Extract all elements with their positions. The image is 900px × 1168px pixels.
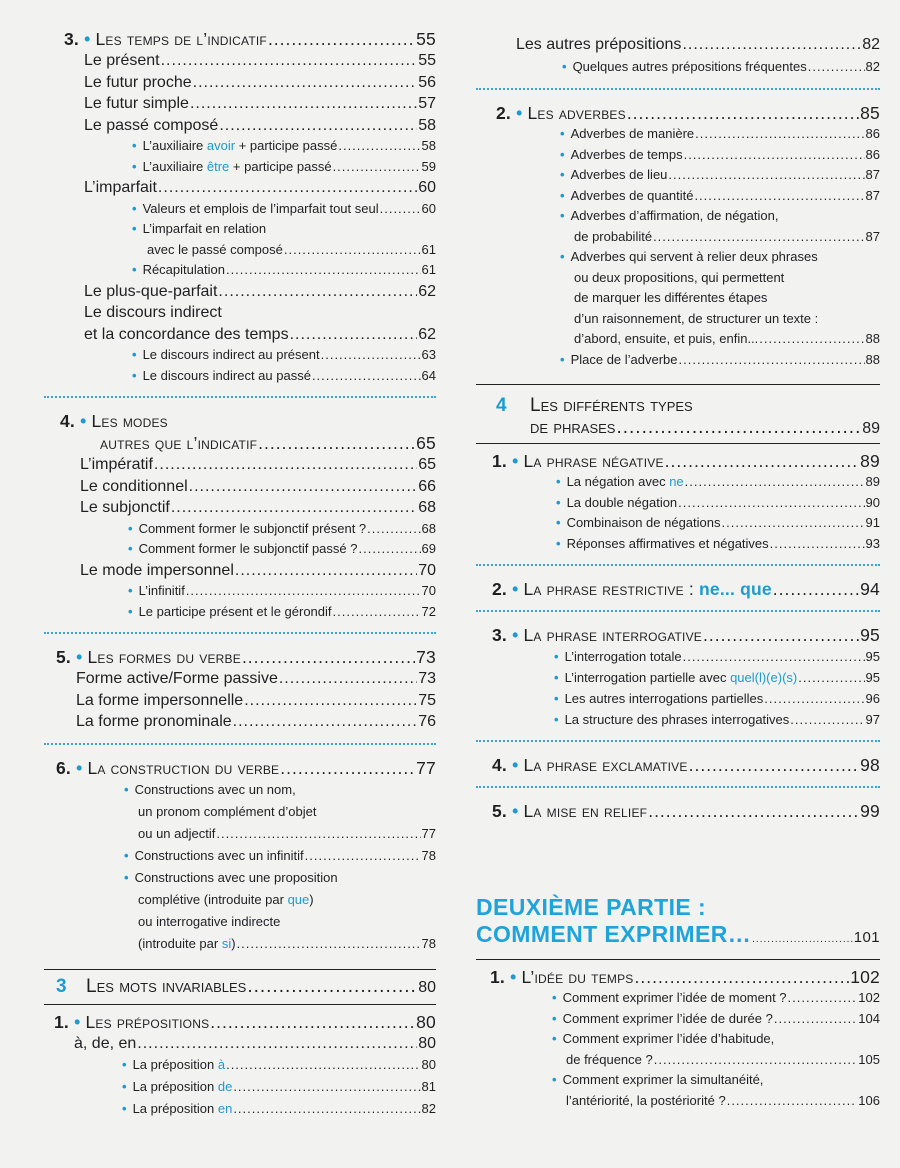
chapter-rule (44, 1004, 436, 1005)
toc-subentry[interactable]: • Constructions avec une proposition (124, 869, 338, 885)
toc-subentry[interactable]: • Constructions avec un nom, (124, 781, 296, 797)
toc-entry-continued[interactable]: et la concordance des temps ..... 62 (44, 324, 436, 346)
dotted-separator (44, 396, 436, 398)
bullet-icon: • (74, 1011, 81, 1032)
section-2-adverbes-heading[interactable]: 2. • Les adverbes ..... 85 (476, 102, 880, 124)
toc-subentry[interactable]: • Adverbes de quantité ..... 87 (476, 186, 880, 207)
toc-subentry[interactable]: • Comment exprimer l’idée d’habitude, (552, 1031, 775, 1046)
dotted-separator (476, 88, 880, 90)
toc-entry[interactable]: Le plus-que-parfait ..... 62 (44, 281, 436, 303)
section-3-heading[interactable] (44, 28, 436, 50)
toc-subentry[interactable]: • Comment exprimer l’idée de durée ? ..... 104 (476, 1009, 880, 1030)
section-1-prepositions-heading[interactable]: 1. • Les prépositions ..... 80 (44, 1011, 436, 1033)
dotted-separator (476, 564, 880, 566)
toc-entry[interactable]: Le futur simple ..... 57 (44, 93, 436, 115)
toc-subentry[interactable]: • Adverbes de manière ..... 86 (476, 124, 880, 145)
bullet-icon: • (122, 1079, 127, 1094)
bullet-icon: • (560, 167, 565, 182)
dotted-separator (44, 743, 436, 745)
right-column (476, 0, 880, 1111)
toc-subentry[interactable]: • L’imparfait en relation (132, 221, 267, 236)
section-number: 3. (64, 29, 79, 49)
bullet-icon: • (554, 670, 559, 685)
bullet-icon: • (560, 146, 565, 162)
bullet-icon: • (128, 603, 133, 619)
toc-subentry[interactable]: • Comment former le subjonctif présent ? ..... 68 (44, 519, 436, 540)
leader-dots (268, 28, 415, 50)
toc-subentry-continued[interactable]: (introduite par si) ..... 78 (44, 933, 436, 955)
toc-subentry[interactable]: • Adverbes qui servent à relier deux phrases (560, 249, 818, 264)
toc-subentry[interactable]: • Comment exprimer la simultanéité, (552, 1072, 764, 1087)
bullet-icon: • (512, 755, 519, 775)
toc-subentry-continued: ou interrogative indirecte (138, 913, 281, 929)
dotted-separator (44, 632, 436, 634)
bullet-icon: • (512, 801, 519, 821)
bullet-icon: • (132, 347, 137, 362)
dotted-separator (476, 786, 880, 788)
toc-subentry[interactable]: • Réponses affirmatives et négatives ..... 93 (476, 534, 880, 555)
toc-subentry[interactable]: • Adverbes d’affirmation, de négation, (560, 208, 779, 223)
section-5-relief-heading[interactable]: 5. • La mise en relief ..... 99 (476, 800, 880, 822)
toc-subentry[interactable]: • Adverbes de temps ..... 86 (476, 145, 880, 166)
toc-subentry-continued[interactable]: ou un adjectif ..... 77 (44, 823, 436, 845)
toc-subentry[interactable]: • La préposition de ..... 81 (44, 1076, 436, 1098)
bullet-icon: • (552, 1072, 557, 1087)
bullet-icon: • (556, 474, 561, 489)
bullet-icon: • (560, 126, 565, 141)
toc-entry[interactable]: La forme impersonnelle ..... 75 (44, 690, 436, 712)
toc-subentry[interactable]: • L’auxiliaire avoir + participe passé ..... 58 (44, 136, 436, 157)
toc-entry[interactable]: Le passé composé ..... 58 (44, 115, 436, 137)
toc-subentry[interactable]: • Le discours indirect au passé ..... 64 (44, 366, 436, 387)
bullet-icon: • (556, 535, 561, 551)
toc-entry[interactable]: Le présent ..... 55 (44, 50, 436, 72)
bullet-icon: • (560, 187, 565, 203)
bullet-icon: • (128, 541, 133, 556)
bullet-icon: • (512, 579, 519, 599)
toc-subentry[interactable]: • La préposition en ..... 82 (44, 1098, 436, 1120)
toc-subentry-continued: un pronom complément d’objet (138, 803, 317, 819)
toc-subentry[interactable]: • Combinaison de négations ..... 91 (476, 513, 880, 534)
section-3-interrogative-heading[interactable]: 3. • La phrase interrogative ..... 95 (476, 624, 880, 646)
bullet-icon: • (124, 869, 129, 885)
bullet-icon: • (556, 515, 561, 530)
toc-subentry[interactable]: • La préposition à ..... 80 (44, 1054, 436, 1076)
toc-subentry[interactable]: • Comment former le subjonctif passé ? ..... 69 (44, 539, 436, 560)
bullet-icon: • (76, 757, 83, 778)
bullet-icon: • (552, 1031, 557, 1046)
toc-subentry[interactable]: • Place de l’adverbe ..... 88 (476, 350, 880, 371)
toc-subentry-continued[interactable]: de fréquence ? ..... 105 (476, 1050, 880, 1071)
toc-subentry[interactable]: • La structure des phrases interrogatives ..... 97 (476, 709, 880, 730)
bullet-icon: • (554, 712, 559, 727)
bullet-icon: • (562, 59, 567, 74)
toc-entry[interactable]: Le conditionnel ..... 66 (44, 476, 436, 498)
toc-subentry-continued: ou deux propositions, qui permettent (574, 269, 785, 285)
toc-subentry[interactable]: • La double négation ..... 90 (476, 493, 880, 514)
toc-entry[interactable]: Le mode impersonnel ..... 70 (44, 560, 436, 582)
section-4-heading-continued[interactable]: autres que l’indicatif ..... 65 (44, 432, 436, 454)
dotted-separator (476, 740, 880, 742)
toc-entry[interactable]: Les autres prépositions ..... 82 (476, 34, 880, 56)
toc-subentry[interactable]: • Constructions avec un infinitif ..... 78 (44, 845, 436, 867)
bullet-icon: • (124, 847, 129, 863)
spacer (476, 822, 880, 894)
toc-subentry[interactable]: • Le participe présent et le gérondif ..... 72 (44, 602, 436, 623)
toc-subentry[interactable]: • La négation avec ne ..... 89 (476, 472, 880, 493)
left-column (44, 0, 436, 1120)
toc-subentry[interactable]: • Quelques autres prépositions fréquentes ..... 82 (476, 56, 880, 78)
section-6-heading[interactable]: 6. • La construction du verbe ..... 77 (44, 757, 436, 779)
bullet-icon: • (84, 29, 91, 49)
chapter-rule (476, 384, 880, 385)
toc-entry[interactable]: Le futur proche ..... 56 (44, 72, 436, 94)
bullet-icon: • (122, 1057, 127, 1072)
toc-subentry[interactable]: • L’auxiliaire être + participe passé ..... 59 (44, 157, 436, 178)
toc-subentry-continued[interactable]: l’antériorité, la postériorité ? ..... 106 (476, 1091, 880, 1112)
toc-entry[interactable]: Forme active/Forme passive ..... 73 (44, 668, 436, 690)
section-1-temps-heading[interactable]: 1. • L’idée du temps ..... 102 (476, 966, 880, 988)
bullet-icon: • (124, 781, 129, 797)
toc-entry[interactable]: à, de, en ..... 80 (44, 1033, 436, 1055)
dotted-separator (476, 610, 880, 612)
toc-subentry[interactable]: • Adverbes de lieu ..... 87 (476, 165, 880, 186)
bullet-icon: • (128, 583, 133, 598)
chapter-rule (476, 959, 880, 960)
toc-subentry[interactable]: • Le discours indirect au présent ..... 63 (44, 345, 436, 366)
chapter-4-heading-continued[interactable]: de phrases ..... 89 (476, 417, 880, 439)
bullet-icon: • (516, 103, 523, 123)
section-title: Les temps de l’indicatif (95, 29, 267, 49)
toc-subentry[interactable]: • Valeurs et emplois de l’imparfait tout seul ..... 60 (44, 199, 436, 220)
section-4-heading[interactable]: 4. • Les modes (60, 411, 168, 431)
chapter-4-heading[interactable]: 4 Les différents types (496, 395, 693, 416)
toc-subentry[interactable]: • Récapitulation ..... 61 (44, 260, 436, 281)
bullet-icon: • (560, 351, 565, 367)
toc-subentry[interactable]: • L’infinitif ..... 70 (44, 581, 436, 602)
bullet-icon: • (132, 262, 137, 277)
bullet-icon: • (510, 967, 517, 987)
chapter-3-heading[interactable]: 3 Les mots invariables ..... 80 (44, 976, 436, 998)
bullet-icon: • (122, 1101, 127, 1116)
toc-subentry-continued[interactable]: de probabilité ..... 87 (476, 227, 880, 248)
toc-entry[interactable]: Le subjonctif ..... 68 (44, 497, 436, 519)
part-2-heading[interactable]: DEUXIÈME PARTIE : (476, 894, 707, 920)
bullet-icon: • (552, 990, 557, 1005)
bullet-icon: • (132, 200, 137, 216)
toc-subentry[interactable]: • Les autres interrogations partielles ..... 96 (476, 688, 880, 709)
bullet-icon: • (512, 451, 519, 471)
bullet-icon: • (132, 367, 137, 383)
toc-subentry-continued: complétive (introduite par que) (138, 891, 314, 907)
section-4-exclamative-heading[interactable]: 4. • La phrase exclamative ..... 98 (476, 754, 880, 776)
toc-subentry-continued[interactable]: avec le passé composé ..... 61 (44, 240, 436, 261)
page-number: 55 (416, 29, 436, 49)
toc-subentry-continued[interactable]: d’abord, ensuite, et puis, enfin... ..... 88 (476, 329, 880, 350)
chapter-rule (44, 969, 436, 970)
bullet-icon: • (560, 249, 565, 264)
bullet-icon: • (552, 1010, 557, 1026)
toc-subentry[interactable]: • L’interrogation totale ..... 95 (476, 646, 880, 667)
bullet-icon: • (556, 494, 561, 510)
bullet-icon: • (132, 158, 137, 174)
bullet-icon: • (132, 221, 137, 236)
part-2-heading-continued[interactable]: COMMENT EXPRIMER… ..... 101 (476, 921, 880, 953)
bullet-icon: • (80, 411, 87, 431)
toc-entry[interactable]: L’imparfait ..... 60 (44, 177, 436, 199)
bullet-icon: • (128, 520, 133, 536)
toc-subentry[interactable]: • Comment exprimer l’idée de moment ? ..... 102 (476, 988, 880, 1009)
chapter-rule (476, 443, 880, 444)
bullet-icon: • (132, 138, 137, 153)
bullet-icon: • (554, 649, 559, 664)
toc-entry[interactable]: La forme pronominale ..... 76 (44, 711, 436, 733)
toc-entry[interactable]: Le discours indirect (84, 304, 222, 321)
toc-subentry-continued: d’un raisonnement, de structurer un texte : (574, 310, 819, 326)
bullet-icon: • (560, 208, 565, 223)
section-2-restrictive-heading[interactable]: 2. • La phrase restrictive : ne... que ..... 94 (476, 578, 880, 600)
section-1-negative-heading[interactable]: 1. • La phrase négative ..... 89 (476, 450, 880, 472)
bullet-icon: • (512, 625, 519, 645)
bullet-icon: • (554, 691, 559, 706)
toc-subentry[interactable]: • L’interrogation partielle avec quel(l)(e)(s) ..... 95 (476, 667, 880, 688)
toc-subentry-continued: de marquer les différentes étapes (574, 290, 768, 305)
section-5-heading[interactable]: 5. • Les formes du verbe ..... 73 (44, 646, 436, 668)
toc-entry[interactable]: L’impératif ..... 65 (44, 454, 436, 476)
bullet-icon: • (76, 647, 83, 667)
